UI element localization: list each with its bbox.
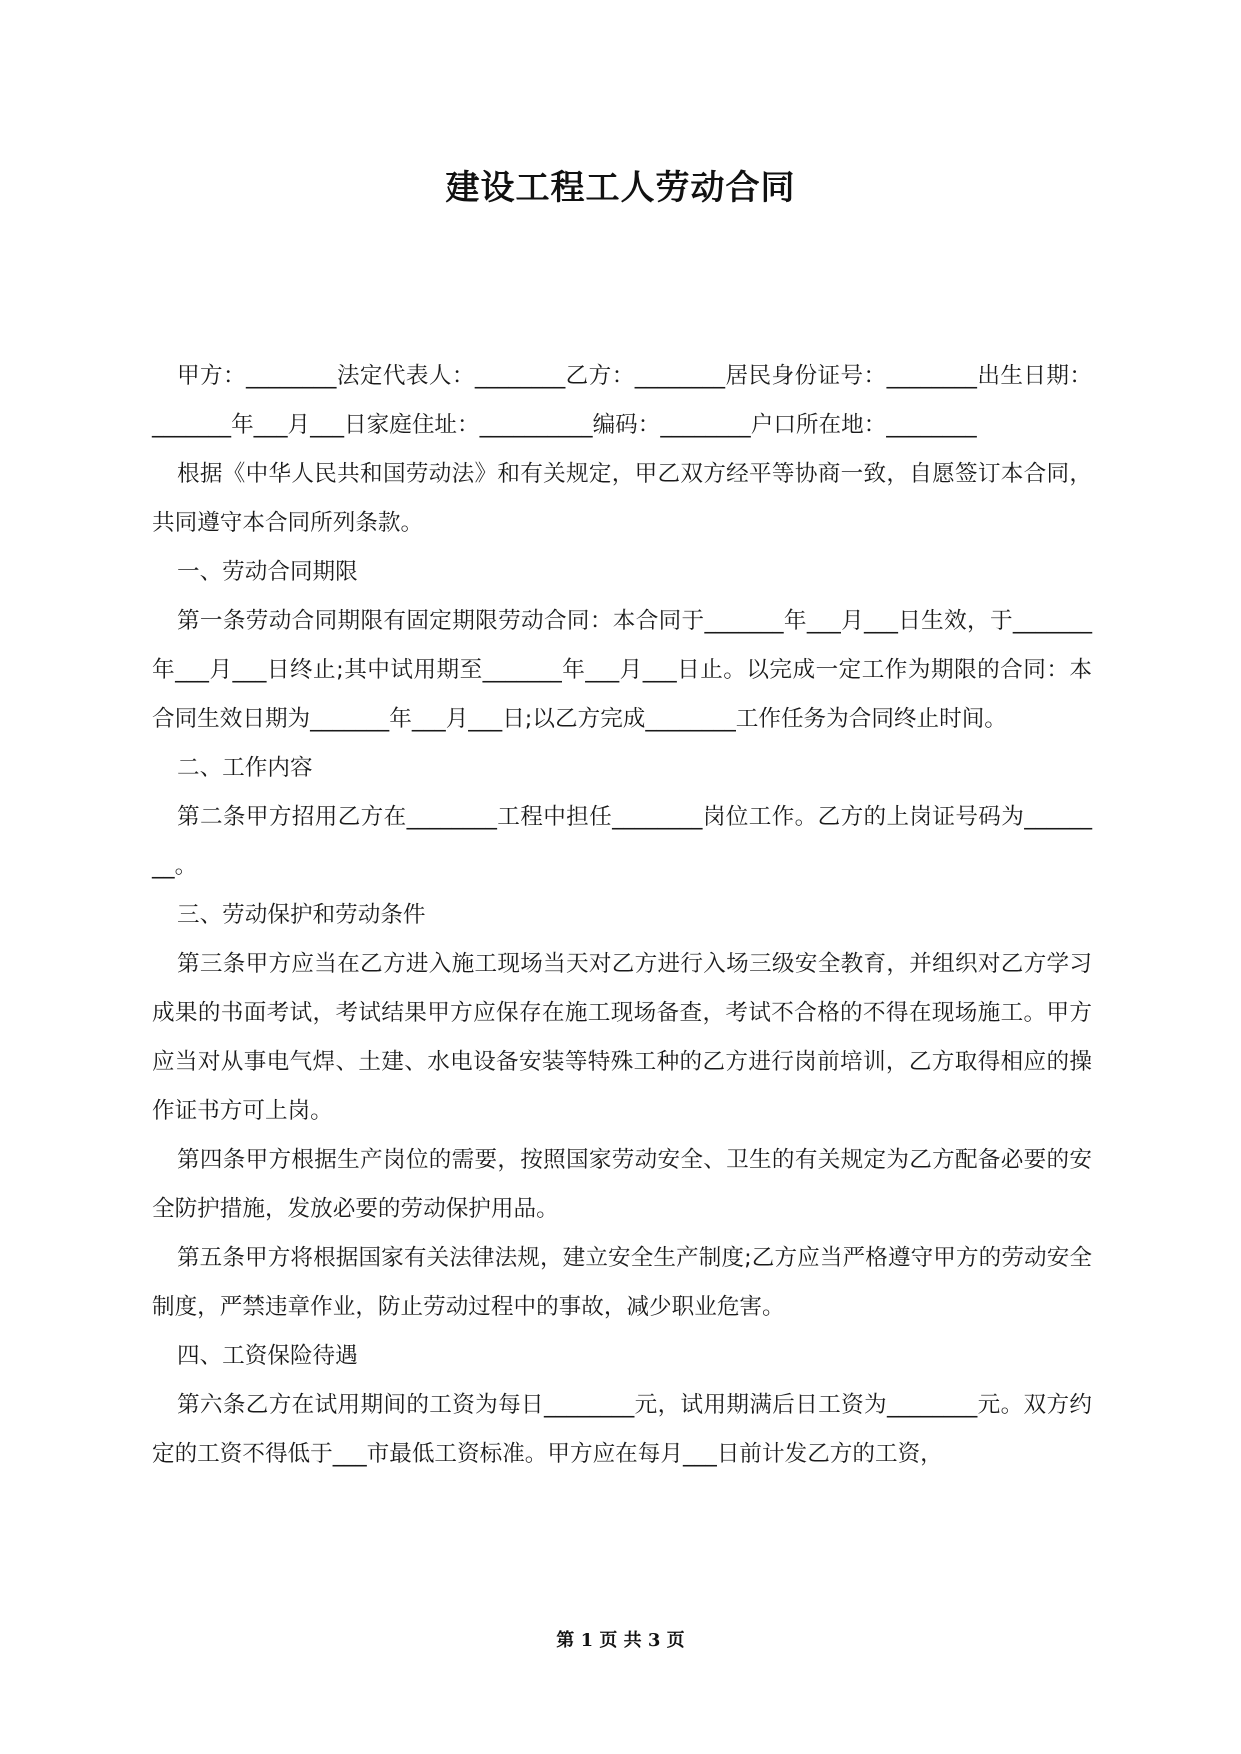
article-5-paragraph: 第五条甲方将根据国家有关法律法规，建立安全生产制度;乙方应当严格遵守甲方的劳动安全制度，严禁违章作业，防止劳动过程中的事故，减少职业危害。 (152, 1245, 1092, 1320)
document-body (152, 352, 1092, 1479)
section-heading-labor-protection: 三、劳动保护和劳动条件 (177, 902, 426, 928)
section-heading-work-content: 二、工作内容 (177, 755, 313, 781)
article-1-paragraph: 第一条劳动合同期限有固定期限劳动合同：本合同于_______年___月___日生效，于_______年___月___日终止;其中试用期至_______年___月___日止。以完成一定工作为期限的合同：本合同生效日期为_______年___月___日;以乙方完成________工作任务为合同终止时间。 (152, 608, 1092, 732)
document-title: 建设工程工人劳动合同 (445, 168, 796, 208)
page-number-footer: 第 1 页 共 3 页 (556, 1630, 685, 1651)
article-6-paragraph: 第六条乙方在试用期间的工资为每日________元，试用期满后日工资为________元。双方约定的工资不得低于___市最低工资标准。甲方应在每月___日前计发乙方的工资， (152, 1392, 1092, 1467)
article-4-paragraph: 第四条甲方根据生产岗位的需要，按照国家劳动安全、卫生的有关规定为乙方配备必要的安全防护措施，发放必要的劳动保护用品。 (152, 1147, 1092, 1222)
section-heading-wages-insurance: 四、工资保险待遇 (177, 1343, 358, 1369)
article-2-paragraph: 第二条甲方招用乙方在________工程中担任________岗位工作。乙方的上岗证号码为________。 (152, 804, 1092, 879)
party-info-paragraph: 甲方：________法定代表人：________乙方：________居民身份证号：________出生日期：_______年___月___日家庭住址：__________编码：________户口所在地：________ (152, 363, 1092, 438)
preamble-paragraph: 根据《中华人民共和国劳动法》和有关规定，甲乙双方经平等协商一致，自愿签订本合同，共同遵守本合同所列条款。 (152, 461, 1092, 536)
section-heading-term: 一、劳动合同期限 (177, 559, 358, 585)
article-3-paragraph: 第三条甲方应当在乙方进入施工现场当天对乙方进行入场三级安全教育，并组织对乙方学习成果的书面考试，考试结果甲方应保存在施工现场备查，考试不合格的不得在现场施工。甲方应当对从事电气焊、土建、水电设备安装等特殊工种的乙方进行岗前培训，乙方取得相应的操作证书方可上岗。 (152, 951, 1092, 1124)
